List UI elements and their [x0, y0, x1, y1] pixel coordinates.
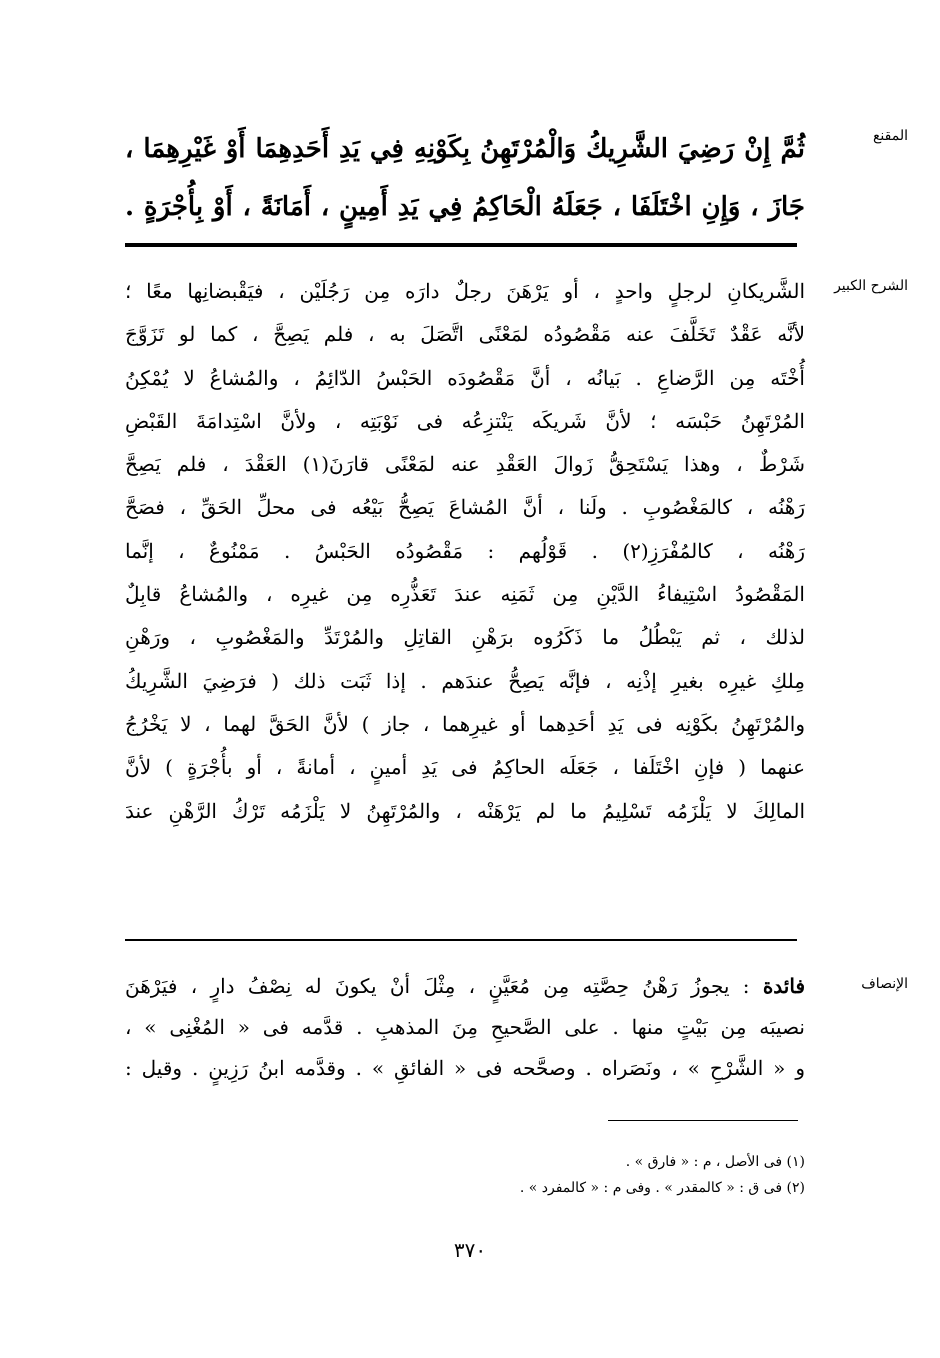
muqni-divider	[125, 243, 797, 247]
sharh-line: مِلكِ غيرِه بغيرِ إذْنِه ، فإنَّه يَصِحُّ عندَهم . إذا ثَبَت ذلك ( فرَضِيَ الشَّرِيكُ	[125, 668, 805, 693]
insaf-line: نصيبَه مِن بَيْتٍ منها . على الصَّحيحِ مِنَ المذهبِ . قدَّمه فى « المُغْنِى » ،	[125, 1015, 805, 1039]
sharh-section	[125, 270, 805, 833]
sharh-line: لأنَّه عَقْدٌ تَخَلَّفَ عنه مَقْصُودُه لمَعْنًى اتَّصَلَ به ، فلم يَصِحَّ ، كما لو تَزَوَّجَ	[125, 322, 805, 347]
insaf-line	[125, 966, 805, 1007]
sharh-line: المَقْصُودُ اسْتِيفاءُ الدَّيْنِ مِن ثَمَنِه عندَ تَعَذُّرِه مِن غيرِه ، والمُشاعُ قابِلٌ	[125, 582, 805, 607]
sharh-line: والمُرْتَهِنُ بكَوْنِه فى يَدِ أحَدِهما أو غيرِهما ، جاز ) لأنَّ الحَقَّ لهما ، لا يَخْرُجُ	[125, 711, 805, 736]
sharh-line: المالِكَ لا يَلْزَمُه تَسْلِيمُ ما لم يَرْهَنْه ، والمُرْتَهِنُ لا يَلْزَمُه تَرْكُ الرَّهْنِ عندَ	[125, 798, 805, 823]
sharh-line: رَهْنُه ، كالمَغْصُوبِ . ولَنا ، أنَّ المُشاعَ يَصِحُّ بَيْعُه فى محلِّ الحَقِّ ، فصَحَّ	[125, 495, 805, 520]
sharh-line: لذلك ، ثم يَبْطُلُ ما ذَكَرُوه برَهْنِ القاتِلِ والمُرْتَدِّ والمَغْصُوبِ ، ورَهْنِ	[125, 625, 805, 650]
sharh-divider	[125, 939, 797, 941]
insaf-first-line-text: : يجوزُ رَهْنُ حِصَّتِه مِن مُعَيَّنٍ ، مِثْلَ أنْ يكونَ له نِصْفُ دارٍ ، فيَرْهَنَ	[125, 974, 750, 998]
footnote-divider	[608, 1120, 798, 1121]
insaf-section	[125, 966, 805, 1089]
sharh-line: عنهما ( فإنِ اخْتَلَفا ، جَعَلَه الحاكِمُ فى يَدِ أمينٍ ، أمانةً ، أو بأُجْرَةٍ ) لأنَّ	[125, 755, 805, 780]
sharh-line: المُرْتَهِنُ حَبْسَه ؛ لأنَّ شَريكَه يَنْتزِعُه فى نَوْبَتِه ، ولأنَّ اسْتِدامَةَ القَبْضِ	[125, 408, 805, 433]
muqni-label: المقنع	[872, 128, 908, 144]
sharh-line: شَرْطٌ ، وهذا يَسْتَحِقُّ زَوالَ العَقْدِ عنه لمَعْنًى قارَنَ(١) العَقْدَ ، فلم يَصِحَّ	[125, 452, 805, 477]
sharh-line: أُخْتَه مِن الرَّضاعِ . بَيانُه ، أنَّ مَقْصُودَه الحَبْسُ الدّائِمُ ، والمُشاعُ لا يُمْكِنُ	[125, 365, 805, 390]
footnote-1: (١) فى الأصل ، م : « فارق » .	[625, 1154, 805, 1170]
muqni-section	[125, 120, 805, 236]
sharh-label: الشرح الكبير	[834, 278, 908, 294]
insaf-label: الإنصاف	[861, 976, 908, 992]
page-number: ٣٧٠	[453, 1238, 487, 1262]
muqni-line: ثُمَّ إِنْ رَضِيَ الشَّرِيكُ وَالْمُرْتَهِنُ بِكَوْنِهِ فِي يَدِ أَحَدِهِمَا أَوْ غَيْرِهِمَا ،	[125, 134, 805, 164]
insaf-line: و « الشَّرْحِ » ، ونَصَراه . وصحَّحه فى « الفائقِ » . وقدَّمه ابنُ رَزِينٍ . وقيل :	[125, 1056, 805, 1080]
footnotes	[305, 1149, 805, 1201]
footnote-2: (٢) فى ق : « كالمقدر » . وفى م : « كالمفرد » .	[519, 1180, 805, 1196]
insaf-keyword: فائدة	[762, 974, 806, 998]
muqni-line: جَازَ ، وَإِنِ اخْتَلَفَا ، جَعَلَهُ الْحَاكِمُ فِي يَدِ أَمِينٍ ، أَمَانَةً ، أَوْ بِأُجْرَةٍ .	[125, 192, 805, 222]
sharh-line: الشَّريكانِ لرجلٍ واحدٍ ، أو يَرْهَنَ رجلٌ دارَه مِن رَجُلَيْن ، فيَقْبضانِها معًا ؛	[125, 279, 805, 303]
sharh-line: رَهْنُه ، كالمُفْرَزِ(٢) . قَوْلُهم : مَقْصُودُه الحَبْسُ . مَمْنُوعٌ ، إنَّما	[125, 538, 805, 563]
